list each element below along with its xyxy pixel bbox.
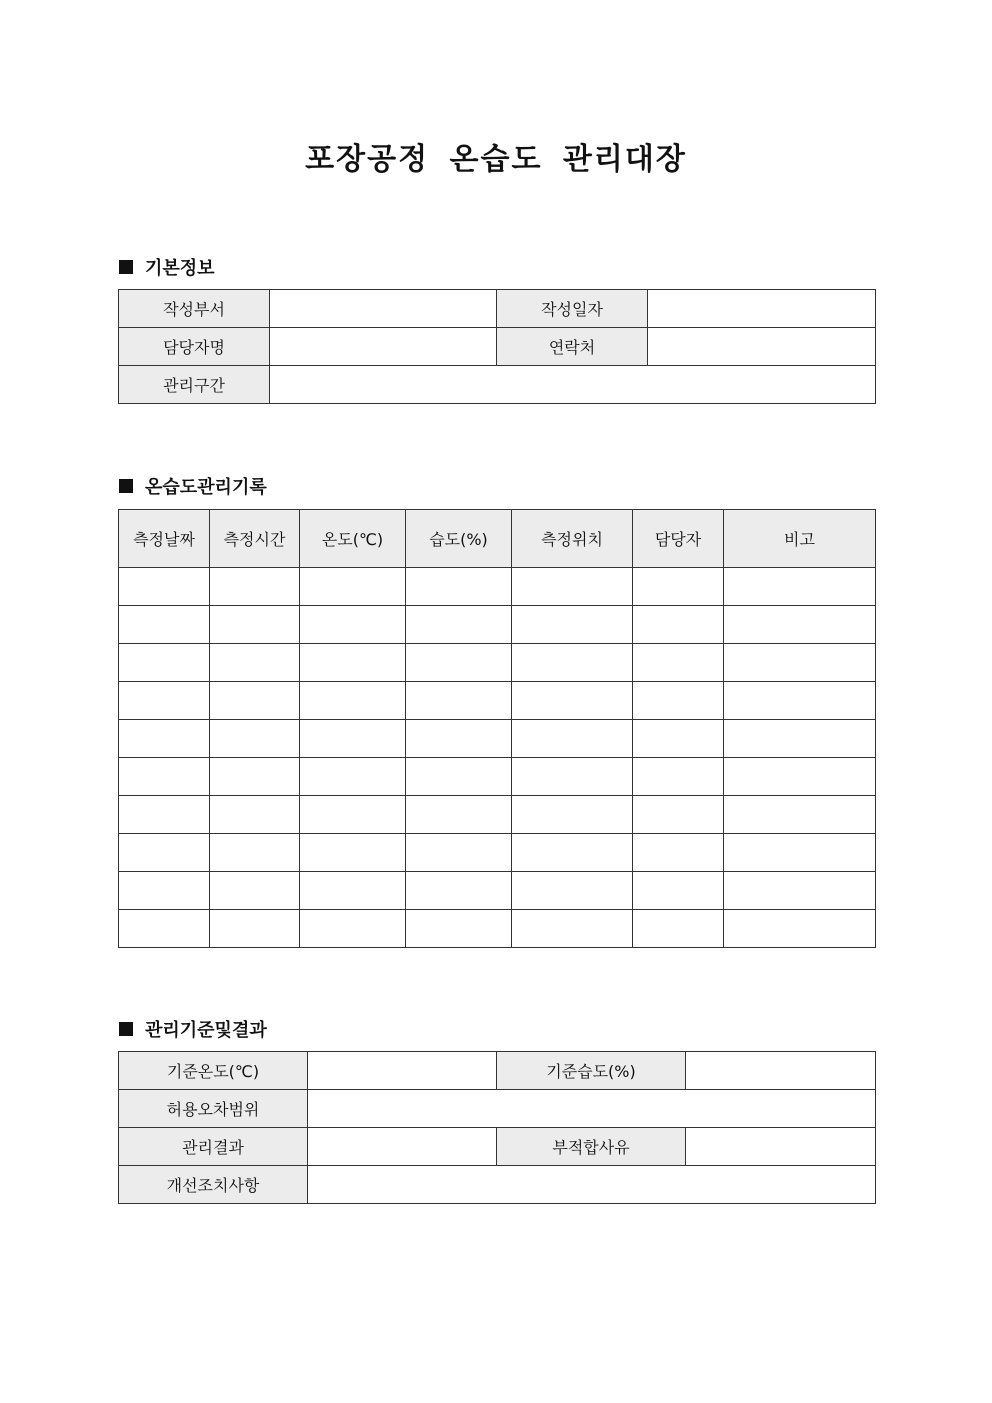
header-cell: 담당자: [633, 510, 724, 568]
square-bullet-icon: [119, 479, 133, 493]
record-cell[interactable]: [512, 644, 633, 682]
header-cell: 비고: [724, 510, 876, 568]
record-cell[interactable]: [512, 720, 633, 758]
table-row: [119, 290, 876, 328]
action-label: 개선조치사항: [119, 1166, 308, 1204]
basic-info-table: [118, 289, 876, 404]
record-cell[interactable]: [300, 606, 406, 644]
record-cell[interactable]: [210, 568, 300, 606]
record-cell[interactable]: [633, 568, 724, 606]
square-bullet-icon: [119, 1022, 133, 1036]
record-cell[interactable]: [210, 872, 300, 910]
section-label: 관리기준및결과: [145, 1020, 267, 1041]
record-cell[interactable]: [300, 644, 406, 682]
record-cell[interactable]: [724, 910, 876, 948]
table-row: [119, 796, 876, 834]
record-cell[interactable]: [406, 910, 512, 948]
record-cell[interactable]: [210, 682, 300, 720]
record-cell[interactable]: [300, 872, 406, 910]
record-cell[interactable]: [724, 758, 876, 796]
record-cell[interactable]: [406, 758, 512, 796]
record-cell[interactable]: [724, 720, 876, 758]
record-cell[interactable]: [633, 682, 724, 720]
record-cell[interactable]: [300, 758, 406, 796]
section-label: 온습도관리기록: [145, 477, 267, 498]
record-cell[interactable]: [406, 644, 512, 682]
record-cell[interactable]: [724, 606, 876, 644]
table-row: [119, 1166, 876, 1204]
record-cell[interactable]: [512, 796, 633, 834]
record-cell[interactable]: [119, 758, 210, 796]
record-cell[interactable]: [512, 872, 633, 910]
table-row: [119, 720, 876, 758]
record-cell[interactable]: [119, 682, 210, 720]
record-cell[interactable]: [724, 682, 876, 720]
record-cell[interactable]: [633, 910, 724, 948]
std-hum-label: 기준습도(%): [497, 1052, 686, 1090]
record-table: [118, 509, 876, 948]
record-cell[interactable]: [406, 834, 512, 872]
record-cell[interactable]: [633, 872, 724, 910]
table-row: [119, 644, 876, 682]
record-cell[interactable]: [119, 568, 210, 606]
record-cell[interactable]: [119, 796, 210, 834]
manager-field[interactable]: [270, 328, 497, 366]
record-cell[interactable]: [210, 720, 300, 758]
record-cell[interactable]: [406, 682, 512, 720]
contact-field[interactable]: [648, 328, 876, 366]
std-temp-field[interactable]: [308, 1052, 497, 1090]
table-row: [119, 682, 876, 720]
record-cell[interactable]: [406, 720, 512, 758]
record-cell[interactable]: [512, 682, 633, 720]
table-row: [119, 1090, 876, 1128]
tolerance-label: 허용오차범위: [119, 1090, 308, 1128]
record-cell[interactable]: [724, 834, 876, 872]
table-row: [119, 758, 876, 796]
section-label: 기본정보: [145, 258, 215, 279]
record-cell[interactable]: [300, 796, 406, 834]
header-cell: 온도(℃): [300, 510, 406, 568]
dept-field[interactable]: [270, 290, 497, 328]
table-row: [119, 1128, 876, 1166]
action-field[interactable]: [308, 1166, 876, 1204]
header-cell: 측정날짜: [119, 510, 210, 568]
result-field[interactable]: [308, 1128, 497, 1166]
record-cell[interactable]: [724, 568, 876, 606]
record-cell[interactable]: [300, 720, 406, 758]
record-cell[interactable]: [633, 720, 724, 758]
header-cell: 측정시간: [210, 510, 300, 568]
result-label: 관리결과: [119, 1128, 308, 1166]
record-cell[interactable]: [724, 872, 876, 910]
nonconform-field[interactable]: [686, 1128, 876, 1166]
record-cell[interactable]: [406, 872, 512, 910]
section-title-basic: [119, 254, 215, 280]
square-bullet-icon: [119, 260, 133, 274]
record-cell[interactable]: [210, 644, 300, 682]
table-row: [119, 910, 876, 948]
record-cell[interactable]: [406, 796, 512, 834]
record-cell[interactable]: [633, 834, 724, 872]
period-label: 관리구간: [119, 366, 270, 404]
tolerance-field[interactable]: [308, 1090, 876, 1128]
manager-label: 담당자명: [119, 328, 270, 366]
record-cell[interactable]: [300, 834, 406, 872]
record-cell[interactable]: [512, 606, 633, 644]
record-cell[interactable]: [633, 758, 724, 796]
table-header-row: [119, 510, 876, 568]
header-cell: 측정위치: [512, 510, 633, 568]
table-row: [119, 872, 876, 910]
date-label: 작성일자: [497, 290, 648, 328]
record-cell[interactable]: [119, 910, 210, 948]
record-cell[interactable]: [300, 682, 406, 720]
record-cell[interactable]: [633, 644, 724, 682]
table-row: [119, 568, 876, 606]
contact-label: 연락처: [497, 328, 648, 366]
record-cell[interactable]: [406, 568, 512, 606]
table-row: [119, 328, 876, 366]
dept-label: 작성부서: [119, 290, 270, 328]
record-cell[interactable]: [300, 568, 406, 606]
record-cell[interactable]: [633, 606, 724, 644]
record-cell[interactable]: [633, 796, 724, 834]
record-cell[interactable]: [210, 606, 300, 644]
record-cell[interactable]: [210, 834, 300, 872]
nonconform-label: 부적합사유: [497, 1128, 686, 1166]
record-cell[interactable]: [512, 910, 633, 948]
record-cell[interactable]: [119, 644, 210, 682]
record-cell[interactable]: [210, 910, 300, 948]
record-cell[interactable]: [119, 606, 210, 644]
header-cell: 습도(%): [406, 510, 512, 568]
record-cell[interactable]: [210, 796, 300, 834]
record-cell[interactable]: [512, 568, 633, 606]
criteria-table: [118, 1051, 876, 1204]
std-hum-field[interactable]: [686, 1052, 876, 1090]
record-table-body: [119, 568, 876, 948]
record-cell[interactable]: [119, 720, 210, 758]
record-cell[interactable]: [300, 910, 406, 948]
record-cell[interactable]: [210, 758, 300, 796]
record-cell[interactable]: [119, 834, 210, 872]
page-title: 포장공정 온습도 관리대장: [305, 142, 687, 177]
std-temp-label: 기준온도(℃): [119, 1052, 308, 1090]
period-field[interactable]: [270, 366, 876, 404]
record-cell[interactable]: [512, 834, 633, 872]
record-cell[interactable]: [512, 758, 633, 796]
section-title-criteria: [119, 1016, 267, 1042]
table-row: [119, 606, 876, 644]
record-cell[interactable]: [724, 644, 876, 682]
section-title-record: [119, 473, 267, 499]
date-field[interactable]: [648, 290, 876, 328]
table-row: [119, 1052, 876, 1090]
table-row: [119, 834, 876, 872]
table-row: [119, 366, 876, 404]
record-cell[interactable]: [724, 796, 876, 834]
record-cell[interactable]: [119, 872, 210, 910]
record-cell[interactable]: [406, 606, 512, 644]
